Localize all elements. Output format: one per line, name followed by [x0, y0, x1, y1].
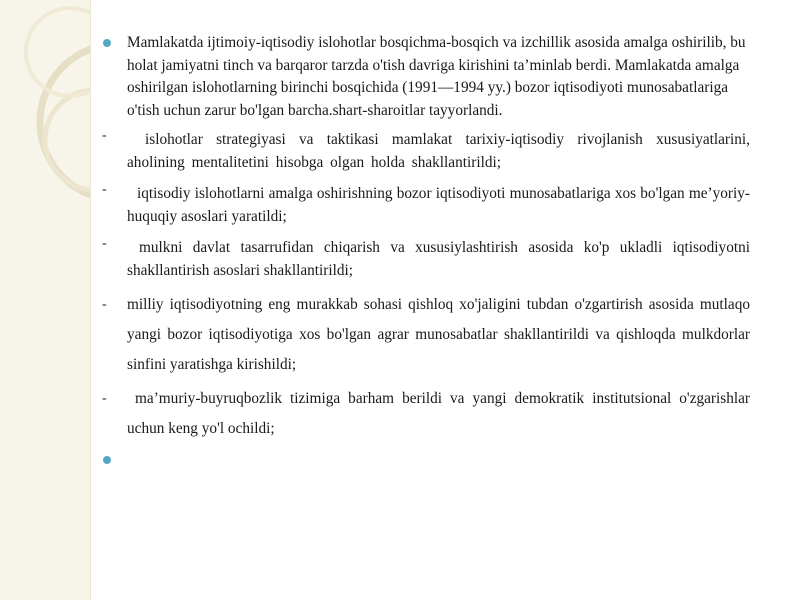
decorative-side-band [0, 0, 91, 600]
bullet-dot-icon [103, 456, 111, 464]
empty-bullet [100, 450, 750, 470]
dash-marker: - [102, 297, 107, 312]
list-item-text: islohotlar strategiyasi va taktikasi mamlakat tarixiy-iqtisodiy rivojlanish xususiyatlarini, aholining mentalitetini hisobga olgan holda shakllantirildi; [127, 131, 750, 171]
list-item [100, 182, 750, 228]
list-item [100, 384, 750, 444]
decorative-circles [0, 0, 90, 600]
list-item [100, 290, 750, 380]
slide-content [100, 32, 750, 470]
list-item-text: milliy iqtisodiyotning eng murakkab sohasi qishloq xo'jaligini tubdan o'zgartirish asosida mutlaqo yangi bozor iqtisodiyotiga xos bo'lgan agrar munosabatlar shakllantirildi va qishloqda mulkdorlar sinfini yaratishga kirishildi; [127, 296, 750, 373]
dash-marker: - [102, 182, 107, 197]
dash-marker: - [102, 236, 107, 251]
bullet-dot-icon [103, 39, 111, 47]
list-item [100, 128, 750, 174]
intro-paragraph-text: Mamlakatda ijtimoiy-iqtisodiy islohotlar bosqichma-bosqich va izchillik asosida amalga oshirilib, bu holat jamiyatni tinch va barqaror tarzda o'tish davriga kirishini ta’minlab berdi. Mamlakatda amalga oshirilgan islohotlarning birinchi bosqichida (1991—1994 yy.) bozor iqtisodiyoti munosabatlariga o'tish uchun zarur bo'lgan barcha.shart-sharoitlar tayyorlandi. [127, 34, 746, 119]
intro-bullet [100, 32, 750, 122]
dash-marker: - [102, 391, 107, 406]
dash-marker: - [102, 128, 107, 143]
list-item [100, 236, 750, 282]
list-item-text: mulkni davlat tasarrufidan chiqarish va xususiylashtirish asosida ko'p ukladli iqtisodiyotni shakllantirish asoslari shakllantirildi; [127, 239, 750, 279]
list-item-text: iqtisodiy islohotlarni amalga oshirishning bozor iqtisodiyoti munosabatlariga xos bo'lgan me’yoriy-huquqiy asoslari yaratildi; [127, 185, 750, 225]
list-item-text: ma’muriy-buyruqbozlik tizimiga barham berildi va yangi demokratik institutsional o'zgarishlar uchun keng yo'l ochildi; [127, 390, 750, 437]
